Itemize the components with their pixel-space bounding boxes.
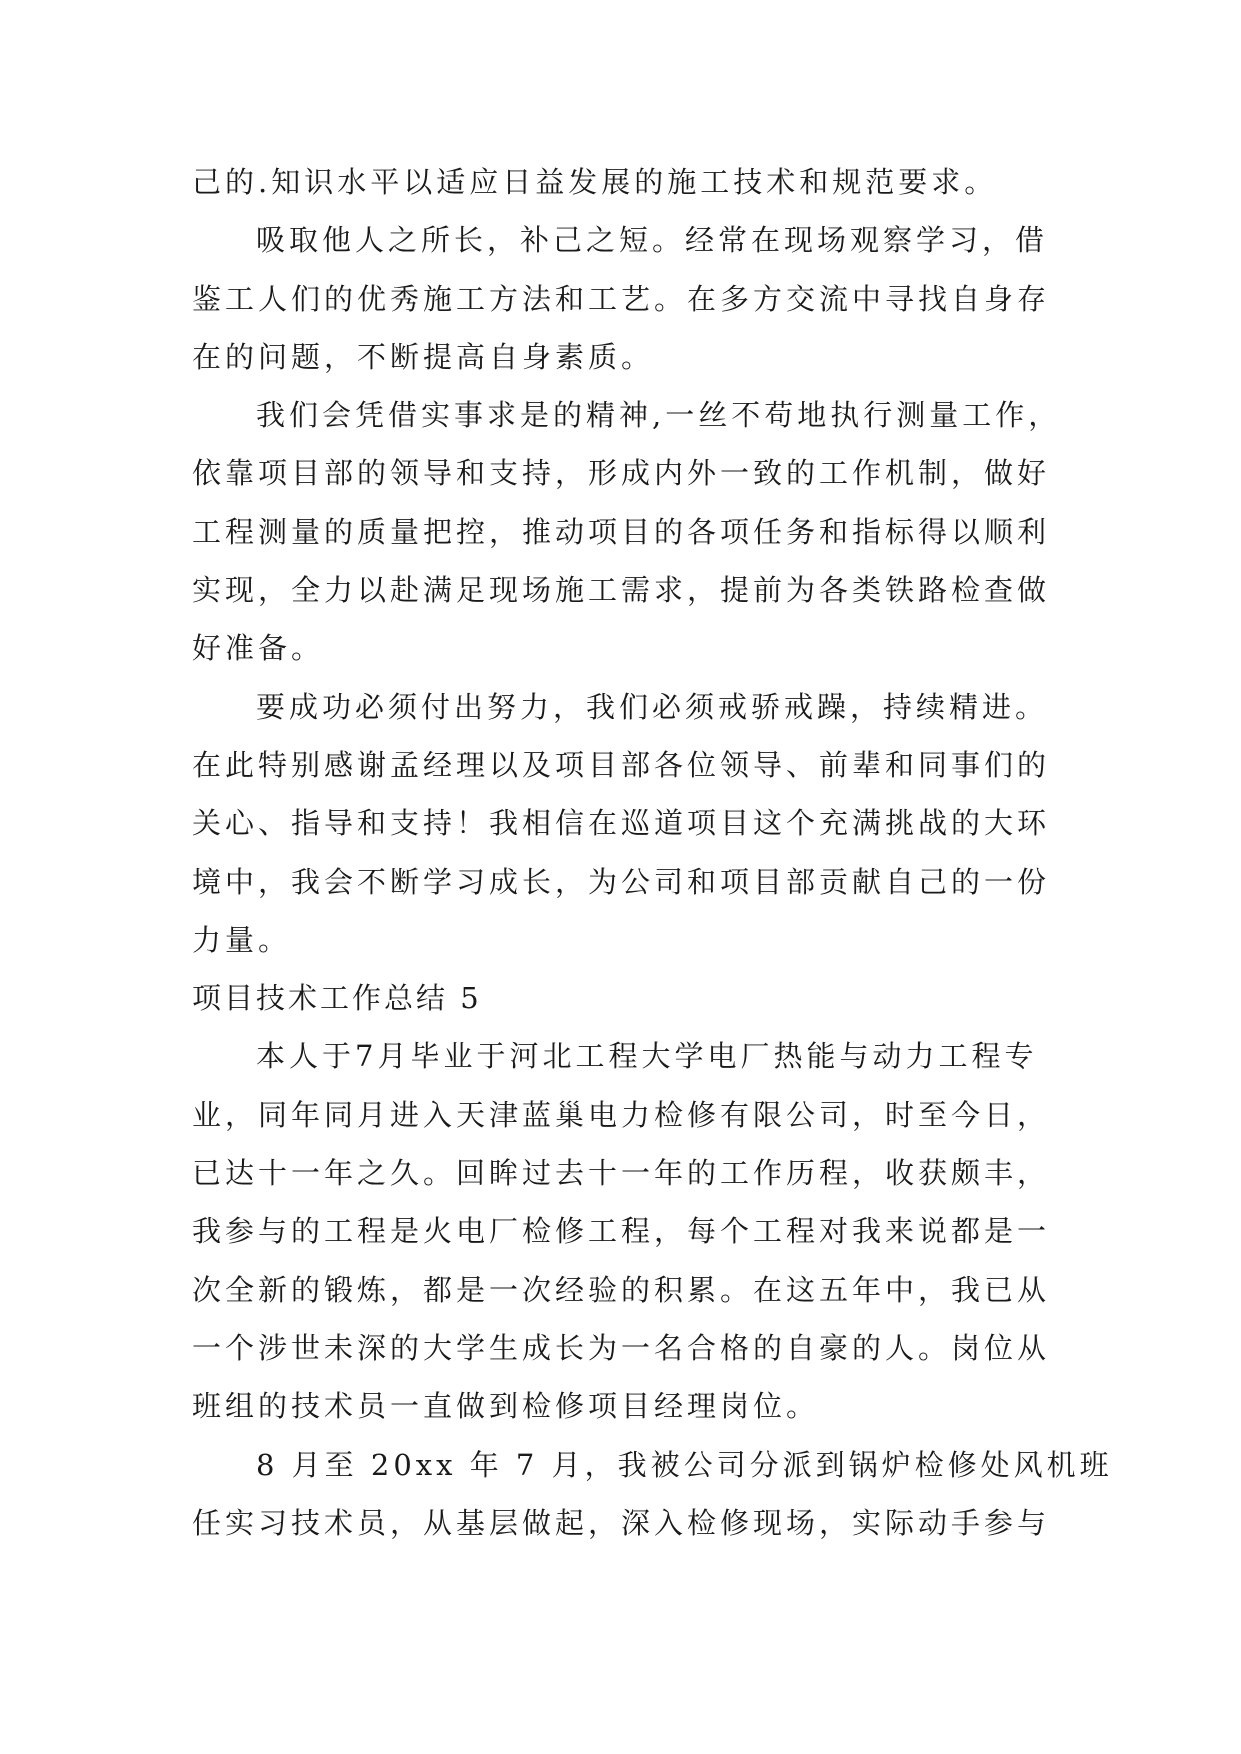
text-line: 一个涉世未深的大学生成长为一名合格的自豪的人。岗位从 xyxy=(192,1330,1051,1365)
text-line: 实现，全力以赴满足现场施工需求，提前为各类铁路检查做 xyxy=(192,573,1051,608)
text-line: 业，同年同月进入天津蓝巢电力检修有限公司，时至今日， xyxy=(192,1097,1051,1132)
text-line: 次全新的锻炼，都是一次经验的积累。在这五年中，我已从 xyxy=(192,1272,1051,1307)
text-line: 好准备。 xyxy=(192,631,325,666)
text-line: 班组的技术员一直做到检修项目经理岗位。 xyxy=(192,1389,820,1424)
text-line: 境中，我会不断学习成长，为公司和项目部贡献自己的一份 xyxy=(192,864,1051,899)
text-line: 我们会凭借实事求是的精神,一丝不苟地执行测量工作， xyxy=(256,398,1062,433)
section-heading: 项目技术工作总结 5 xyxy=(192,981,482,1016)
text-line: 8 月至 20xx 年 7 月，我被公司分派到锅炉检修处风机班 xyxy=(256,1447,1113,1482)
text-line: 力量。 xyxy=(192,922,292,957)
text-line: 己的.知识水平以适应日益发展的施工技术和规范要求。 xyxy=(192,165,998,199)
text-line: 依靠项目部的领导和支持，形成内外一致的工作机制，做好 xyxy=(192,456,1051,491)
text-line: 已达十一年之久。回眸过去十一年的工作历程，收获颇丰， xyxy=(192,1156,1051,1191)
text-line: 工程测量的质量把控，推动项目的各项任务和指标得以顺利 xyxy=(192,514,1051,549)
text-line: 在此特别感谢孟经理以及项目部各位领导、前辈和同事们的 xyxy=(192,747,1051,782)
text-line: 本人于7月毕业于河北工程大学电厂热能与动力工程专 xyxy=(256,1039,1038,1074)
text-line: 要成功必须付出努力，我们必须戒骄戒躁，持续精进。 xyxy=(256,689,1049,724)
text-line: 任实习技术员，从基层做起，深入检修现场，实际动手参与 xyxy=(192,1505,1051,1540)
text-line: 关心、指导和支持！我相信在巡道项目这个充满挑战的大环 xyxy=(192,806,1051,841)
text-line: 鉴工人们的优秀施工方法和工艺。在多方交流中寻找自身存 xyxy=(192,281,1051,316)
text-line: 在的问题，不断提高自身素质。 xyxy=(192,339,655,374)
text-line: 吸取他人之所长，补己之短。经常在现场观察学习，借 xyxy=(256,223,1049,258)
document-body xyxy=(192,153,1113,1552)
text-line: 我参与的工程是火电厂检修工程，每个工程对我来说都是一 xyxy=(192,1214,1051,1249)
